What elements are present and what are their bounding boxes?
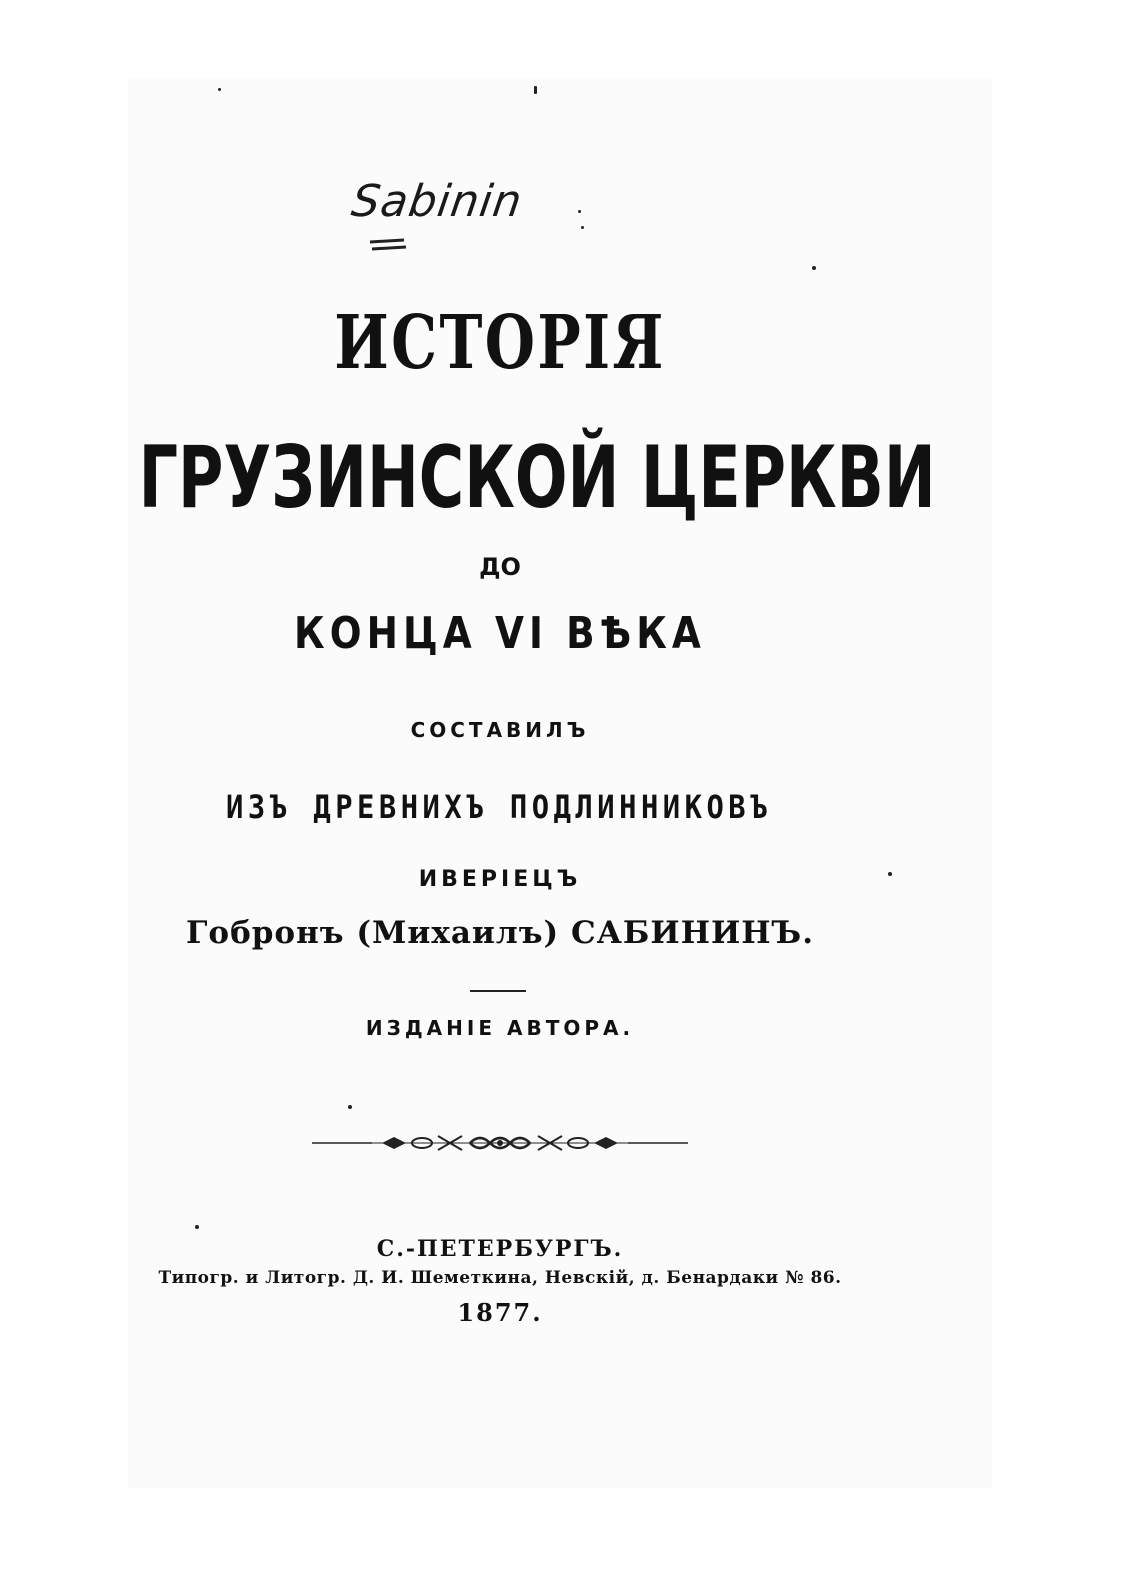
scan-speck [348, 1105, 352, 1109]
divider-rule [470, 990, 526, 992]
edition-line: ИЗДАНІЕ АВТОРА. [365, 1016, 635, 1040]
scan-speck [534, 86, 537, 94]
scan-speck [218, 88, 221, 91]
title-line-2: ГРУЗИНСКОЙ ЦЕРКВИ [138, 428, 936, 528]
author-name: Гобронъ (Михаилъ) САБИНИНЪ. [185, 915, 815, 951]
title-connector: ДО [479, 553, 521, 581]
nationality-line: ИВЕРІЕЦЪ [418, 867, 582, 892]
ornamental-divider [312, 1130, 688, 1156]
scan-speck [578, 210, 581, 213]
subtitle-period: КОНЦА VI ВѢКА [294, 608, 706, 659]
handwritten-underline [368, 238, 408, 252]
scan-speck [888, 872, 892, 876]
title-line-1: ИСТОРІЯ [334, 300, 666, 386]
imprint-year: 1877. [457, 1298, 543, 1327]
scan-speck [195, 1225, 199, 1229]
handwritten-signature: Sabinin [348, 176, 526, 227]
imprint-printer: Типогр. и Литогр. Д. И. Шеметкина, Невскій, д. Бенардаки № 86. [158, 1268, 842, 1288]
imprint-city: С.-ПЕТЕРБУРГЪ. [376, 1236, 624, 1262]
scan-speck [812, 266, 816, 270]
composed-by-label: СОСТАВИЛЪ [410, 718, 590, 742]
scan-speck [581, 226, 584, 229]
sources-line: ИЗЪ ДРЕВНИХЪ ПОДЛИННИКОВЪ [226, 788, 772, 826]
